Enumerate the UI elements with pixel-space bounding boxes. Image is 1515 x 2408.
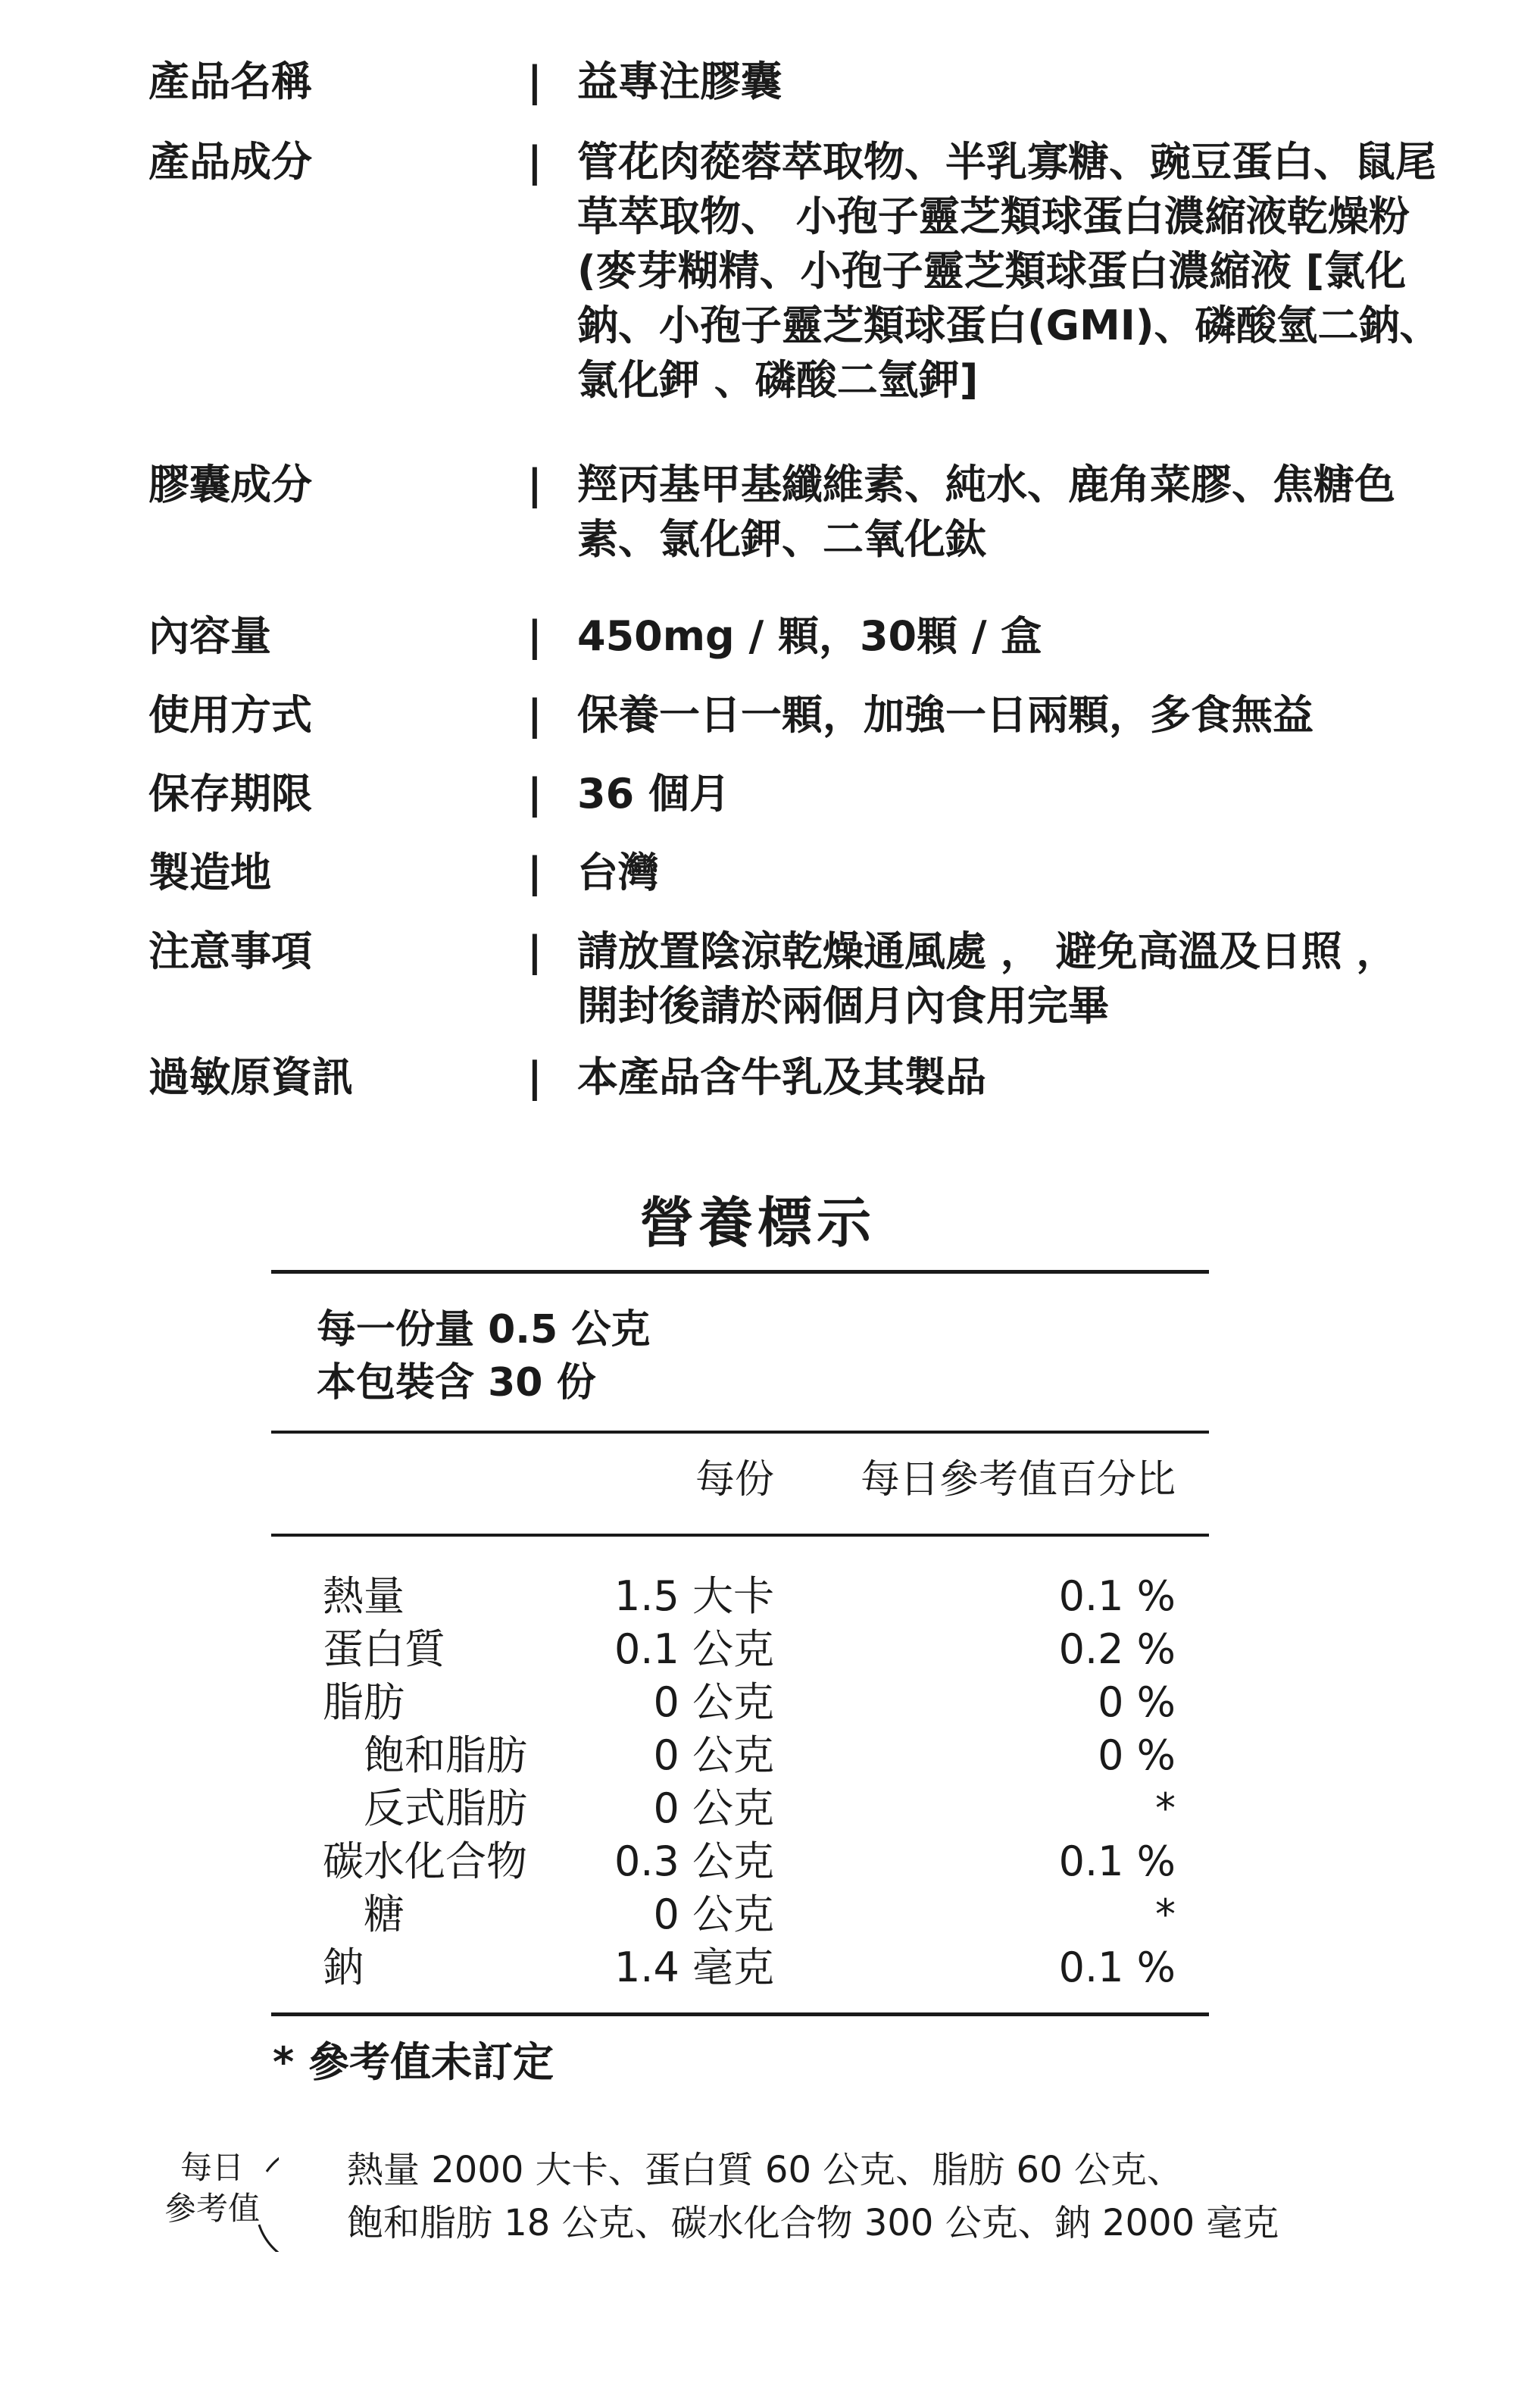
nutrient-daily-percent: 0.1 % [1058,1944,1176,1991]
spec-label: 內容量 [148,612,271,660]
spec-label: 過敏原資訊 [148,1053,353,1101]
spec-value-line: 鈉、小孢子靈芝類球蛋白(GMI)、磷酸氫二鈉、 [577,302,1441,349]
table-row [0,1888,1515,1941]
spec-value-line: 保養一日一顆，加強一日兩顆，多食無益 [577,691,1314,739]
spec-separator: | [527,461,542,508]
nutrient-name: 脂肪 [323,1678,405,1726]
spec-separator: | [527,691,542,739]
daily-reference-values: 熱量 2000 大卡、蛋白質 60 公克、脂肪 60 公克、 [347,2149,1183,2191]
product-spec-list [148,0,1441,1121]
spec-value-line: 草萃取物、 小孢子靈芝類球蛋白濃縮液乾燥粉 [577,192,1410,240]
divider-bottom [271,2012,1209,2016]
spec-value-line: 素、氯化鉀、二氧化鈦 [577,515,986,563]
nutrient-name: 反式脂肪 [364,1784,527,1832]
table-row [0,1941,1515,1994]
spec-separator: | [527,1053,542,1101]
spec-separator: | [527,138,542,186]
divider [271,1534,1209,1537]
spec-separator: | [527,927,542,975]
nutrient-daily-percent: 0.2 % [1058,1625,1176,1673]
spec-label: 產品成分 [148,138,312,186]
spec-separator: | [527,612,542,660]
spec-label: 保存期限 [148,770,312,818]
serving-size: 每一份量 0.5 公克 [317,1307,651,1353]
spec-separator: | [527,849,542,896]
nutrient-daily-percent: 0.1 % [1058,1837,1176,1885]
spec-value [577,1050,1486,1105]
spec-label: 膠囊成分 [148,461,312,508]
divider [271,1431,1209,1434]
spec-value [577,767,1486,821]
spec-label: 製造地 [148,849,271,896]
nutrient-daily-percent: * [1155,1784,1176,1832]
nutrient-name: 碳水化合物 [323,1837,527,1885]
nutrient-amount: 1.5 大卡 [614,1572,774,1620]
spec-value-line: 益專注膠囊 [577,58,782,105]
spec-value [577,55,1486,109]
nutrient-amount: 0 公克 [653,1784,774,1832]
spec-value-line: 450mg / 顆，30顆 / 盒 [577,612,1042,660]
spec-label: 注意事項 [148,927,312,975]
spec-value-line: 氯化鉀 、磷酸二氫鉀] [577,356,979,404]
nutrient-daily-percent: 0 % [1098,1678,1176,1726]
spec-value-line: (麥芽糊精、小孢子靈芝類球蛋白濃縮液 [氯化 [577,247,1407,295]
nutrient-name: 熱量 [323,1572,405,1620]
spec-value-line: 本產品含牛乳及其製品 [577,1053,986,1101]
nutrition-title: 營養標示 [639,1191,876,1255]
nutrient-daily-percent: 0.1 % [1058,1572,1176,1620]
table-row [0,1782,1515,1835]
nutrient-name: 蛋白質 [323,1625,445,1673]
spec-value-line: 開封後請於兩個月內食用完畢 [577,982,1109,1030]
spec-value-line: 羥丙基甲基纖維素、純水、鹿角菜膠、焦糖色 [577,461,1395,508]
spec-label: 使用方式 [148,691,312,739]
spec-separator: | [527,58,542,105]
column-header-daily-percent: 每日參考值百分比 [860,1457,1176,1503]
spec-separator: | [527,770,542,818]
divider-top [271,1270,1209,1274]
table-row [0,1729,1515,1782]
spec-label: 產品名稱 [148,58,312,105]
nutrient-amount: 1.4 毫克 [614,1944,774,1991]
spec-value [577,609,1486,664]
spec-value [577,924,1486,1034]
nutrient-name: 糖 [364,1890,405,1938]
nutrient-daily-percent: * [1155,1890,1176,1938]
nutrient-daily-percent: 0 % [1098,1731,1176,1779]
nutrient-amount: 0 公克 [653,1890,774,1938]
table-row [0,1570,1515,1623]
table-row [0,1676,1515,1729]
table-row [0,1623,1515,1676]
daily-reference-values: 飽和脂肪 18 公克、碳水化合物 300 公克、鈉 2000 毫克 [347,2202,1279,2244]
footnote: * 參考值未訂定 [273,2038,554,2086]
nutrient-amount: 0.1 公克 [614,1625,774,1673]
column-header-per-serving: 每份 [695,1457,774,1503]
badge-line: 每日 [180,2149,244,2186]
spec-value-line: 管花肉蓯蓉萃取物、半乳寡糖、豌豆蛋白、鼠尾 [577,138,1436,186]
servings-per-pack: 本包裝含 30 份 [317,1360,596,1406]
spec-value [577,846,1486,900]
nutrient-name: 鈉 [323,1944,364,1991]
spec-value [577,458,1486,567]
nutrient-name: 飽和脂肪 [364,1731,527,1779]
nutrient-amount: 0.3 公克 [614,1837,774,1885]
spec-value-line: 台灣 [577,849,659,896]
spec-value-line: 36 個月 [577,770,730,818]
spec-value [577,688,1486,743]
nutrient-amount: 0 公克 [653,1678,774,1726]
nutrient-amount: 0 公克 [653,1731,774,1779]
table-row [0,1835,1515,1888]
spec-value [577,135,1486,408]
spec-value-line: 請放置陰涼乾燥通風處 ， 避免高溫及日照 ， [577,927,1398,975]
daily-reference-badge-label [145,2147,279,2229]
badge-line: 參考值 [164,2190,260,2227]
